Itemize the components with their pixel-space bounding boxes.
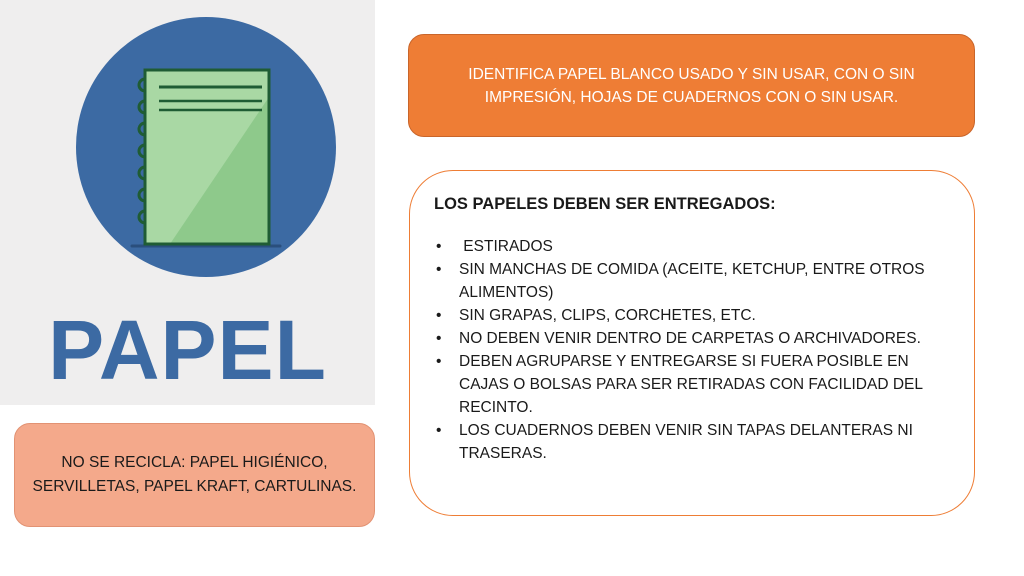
list-item-text: DEBEN AGRUPARSE Y ENTREGARSE SI FUERA POSIBLE EN CAJAS O BOLSAS PARA SER RETIRADAS CON FACILIDAD DEL RECINTO. (459, 353, 923, 416)
no-recicla-box (14, 423, 375, 527)
logo-panel (0, 0, 375, 405)
list-item (434, 235, 950, 258)
list-item-text: NO DEBEN VENIR DENTRO DE CARPETAS O ARCHIVADORES. (459, 330, 921, 347)
notebook-icon (76, 17, 336, 277)
identify-text: IDENTIFICA PAPEL BLANCO USADO Y SIN USAR, CON O SIN IMPRESIÓN, HOJAS DE CUADERNOS CON O SIN USAR. (468, 65, 915, 106)
list-item-text: SIN MANCHAS DE COMIDA (ACEITE, KETCHUP, ENTRE OTROS ALIMENTOS) (459, 261, 925, 301)
bullet-icon: • (436, 261, 442, 278)
list-item (434, 350, 950, 419)
bullet-icon: • (436, 353, 442, 370)
rules-title: LOS PAPELES DEBEN SER ENTREGADOS: (434, 195, 776, 213)
bullet-icon: • (436, 330, 442, 347)
bullet-icon: • (436, 238, 442, 255)
logo-word: PAPEL (48, 303, 327, 397)
list-item-text: ESTIRADOS (459, 238, 553, 255)
bullet-icon: • (436, 422, 442, 439)
identify-box (408, 34, 975, 137)
bullet-icon: • (436, 307, 442, 324)
list-item (434, 304, 950, 327)
rules-list (434, 235, 950, 465)
list-item (434, 419, 950, 465)
list-item-text: LOS CUADERNOS DEBEN VENIR SIN TAPAS DELANTERAS NI TRASERAS. (459, 422, 913, 462)
list-item-text: SIN GRAPAS, CLIPS, CORCHETES, ETC. (459, 307, 756, 324)
list-item (434, 258, 950, 304)
rules-box (409, 170, 975, 516)
no-recicla-text: NO SE RECICLA: PAPEL HIGIÉNICO, SERVILLETAS, PAPEL KRAFT, CARTULINAS. (32, 454, 357, 495)
list-item (434, 327, 950, 350)
